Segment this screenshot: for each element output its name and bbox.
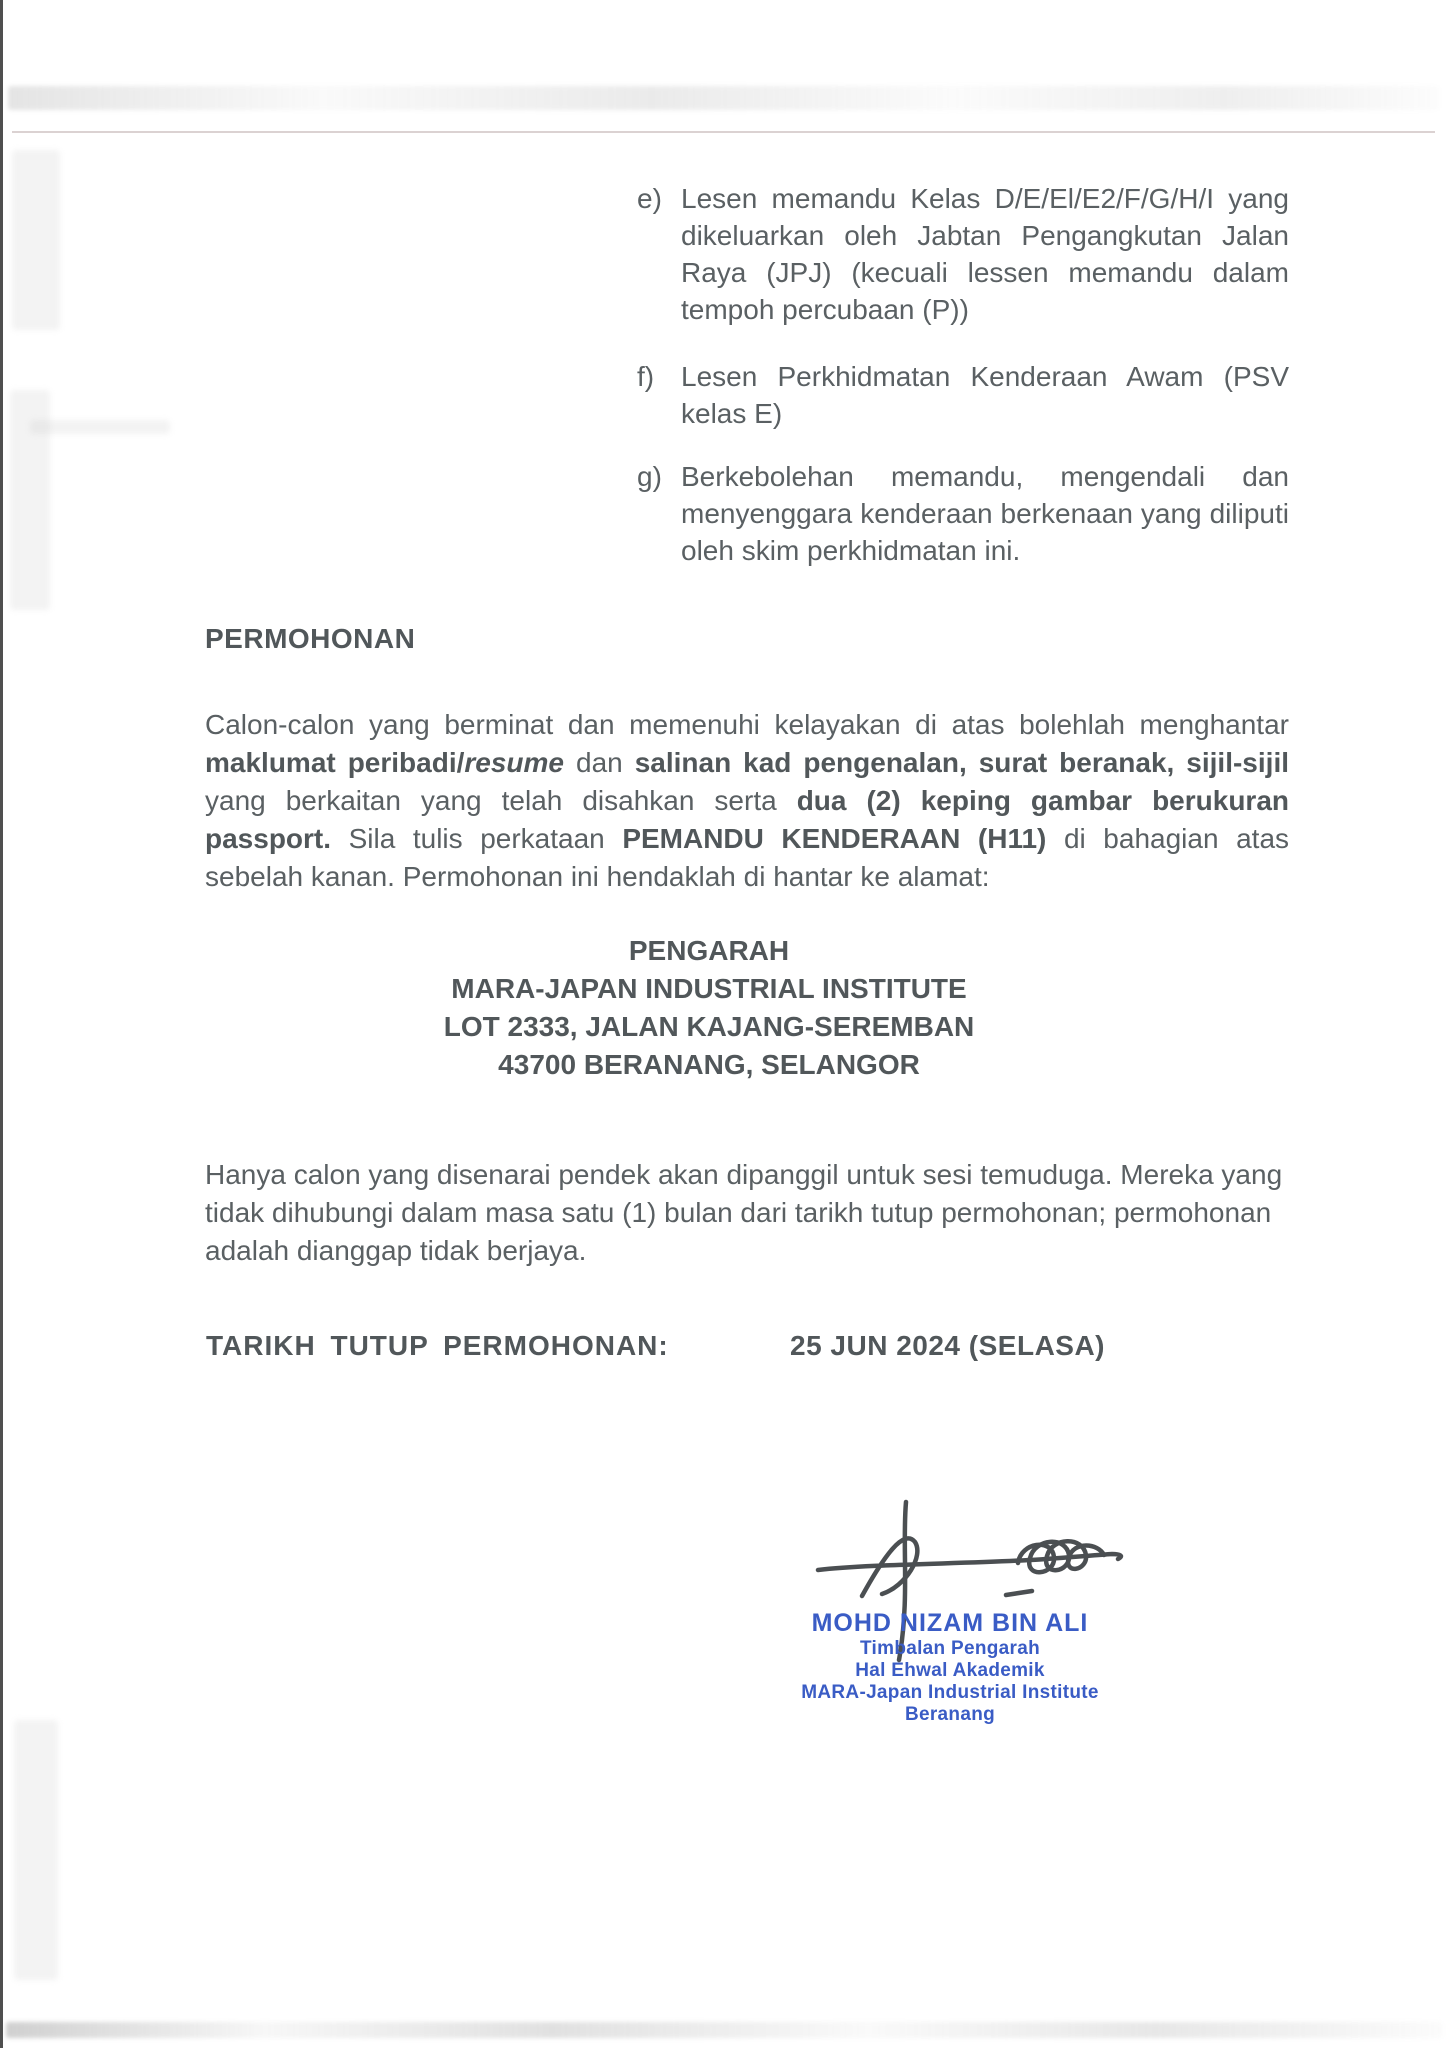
scan-smudge-top (8, 86, 1439, 110)
scan-hairline (12, 131, 1435, 133)
list-marker: f) (637, 361, 655, 392)
list-item-text: Lesen memandu Kelas D/E/El/E2/F/G/H/I yang dikeluarkan oleh Jabtan Pengangkutan Jalan Raya (JPJ) (kecuali lessen memandu dalam tempoh percubaan (P)) (681, 183, 1289, 325)
section-heading: PERMOHONAN (205, 623, 416, 654)
list-item-text: Berkebolehan memandu, mengendali dan menyenggara kenderaan berkenaan yang diliputi oleh skim perkhidmatan ini. (681, 461, 1289, 566)
list-item-g (637, 458, 1289, 569)
list-marker: e) (637, 183, 662, 214)
scan-ghost-mark (14, 1720, 58, 1980)
address-line-director: PENGARAH (628, 935, 790, 966)
address-line-city: 43700 BERANANG, SELANGOR (498, 1049, 920, 1080)
closing-date-label: TARIKH TUTUP PERMOHONAN: (206, 1330, 669, 1361)
list-item-e (637, 180, 1289, 328)
stamp-title: Timbalan Pengarah (859, 1638, 1041, 1659)
scan-smudge-bottom (6, 2022, 1443, 2038)
closing-date-value: 25 JUN 2024 (SELASA) (790, 1330, 1106, 1361)
stamp-location: Beranang (904, 1704, 996, 1725)
list-item-f (637, 358, 1289, 432)
scan-ghost-mark (12, 150, 60, 330)
stamp-name: MOHD NIZAM BIN ALI (811, 1609, 1089, 1637)
application-paragraph: Calon-calon yang berminat dan memenuhi kelayakan di atas bolehlah menghantar maklumat peribadi/resume dan salinan kad pengenalan, surat beranak, sijil-sijil yang berkaitan yang telah disahkan serta dua (2) keping gambar berukuran passport. Sila tulis perkataan PEMANDU KENDERAAN (H11) di bahagian atas sebelah kanan. Permohonan ini hendaklah di hantar ke alamat: (205, 709, 1290, 892)
list-marker: g) (637, 461, 662, 492)
shortlist-paragraph: Hanya calon yang disenarai pendek akan dipanggil untuk sesi temuduga. Mereka yang tidak dihubungi dalam masa satu (1) bulan dari tarikh tutup permohonan; permohonan adalah dianggap tidak berjaya. (205, 1159, 1283, 1266)
scan-ghost-mark (30, 420, 170, 434)
scan-edge-line (0, 0, 3, 2048)
address-line-street: LOT 2333, JALAN KAJANG-SEREMBAN (443, 1011, 975, 1042)
stamp-department: Hal Ehwal Akademik (855, 1660, 1045, 1681)
list-item-text: Lesen Perkhidmatan Kenderaan Awam (PSV kelas E) (681, 361, 1289, 429)
signature-stamp (770, 1608, 1130, 1726)
stamp-organization: MARA-Japan Industrial Institute (801, 1682, 1099, 1703)
address-line-institute: MARA-JAPAN INDUSTRIAL INSTITUTE (451, 973, 967, 1004)
address-block (384, 932, 1034, 1084)
